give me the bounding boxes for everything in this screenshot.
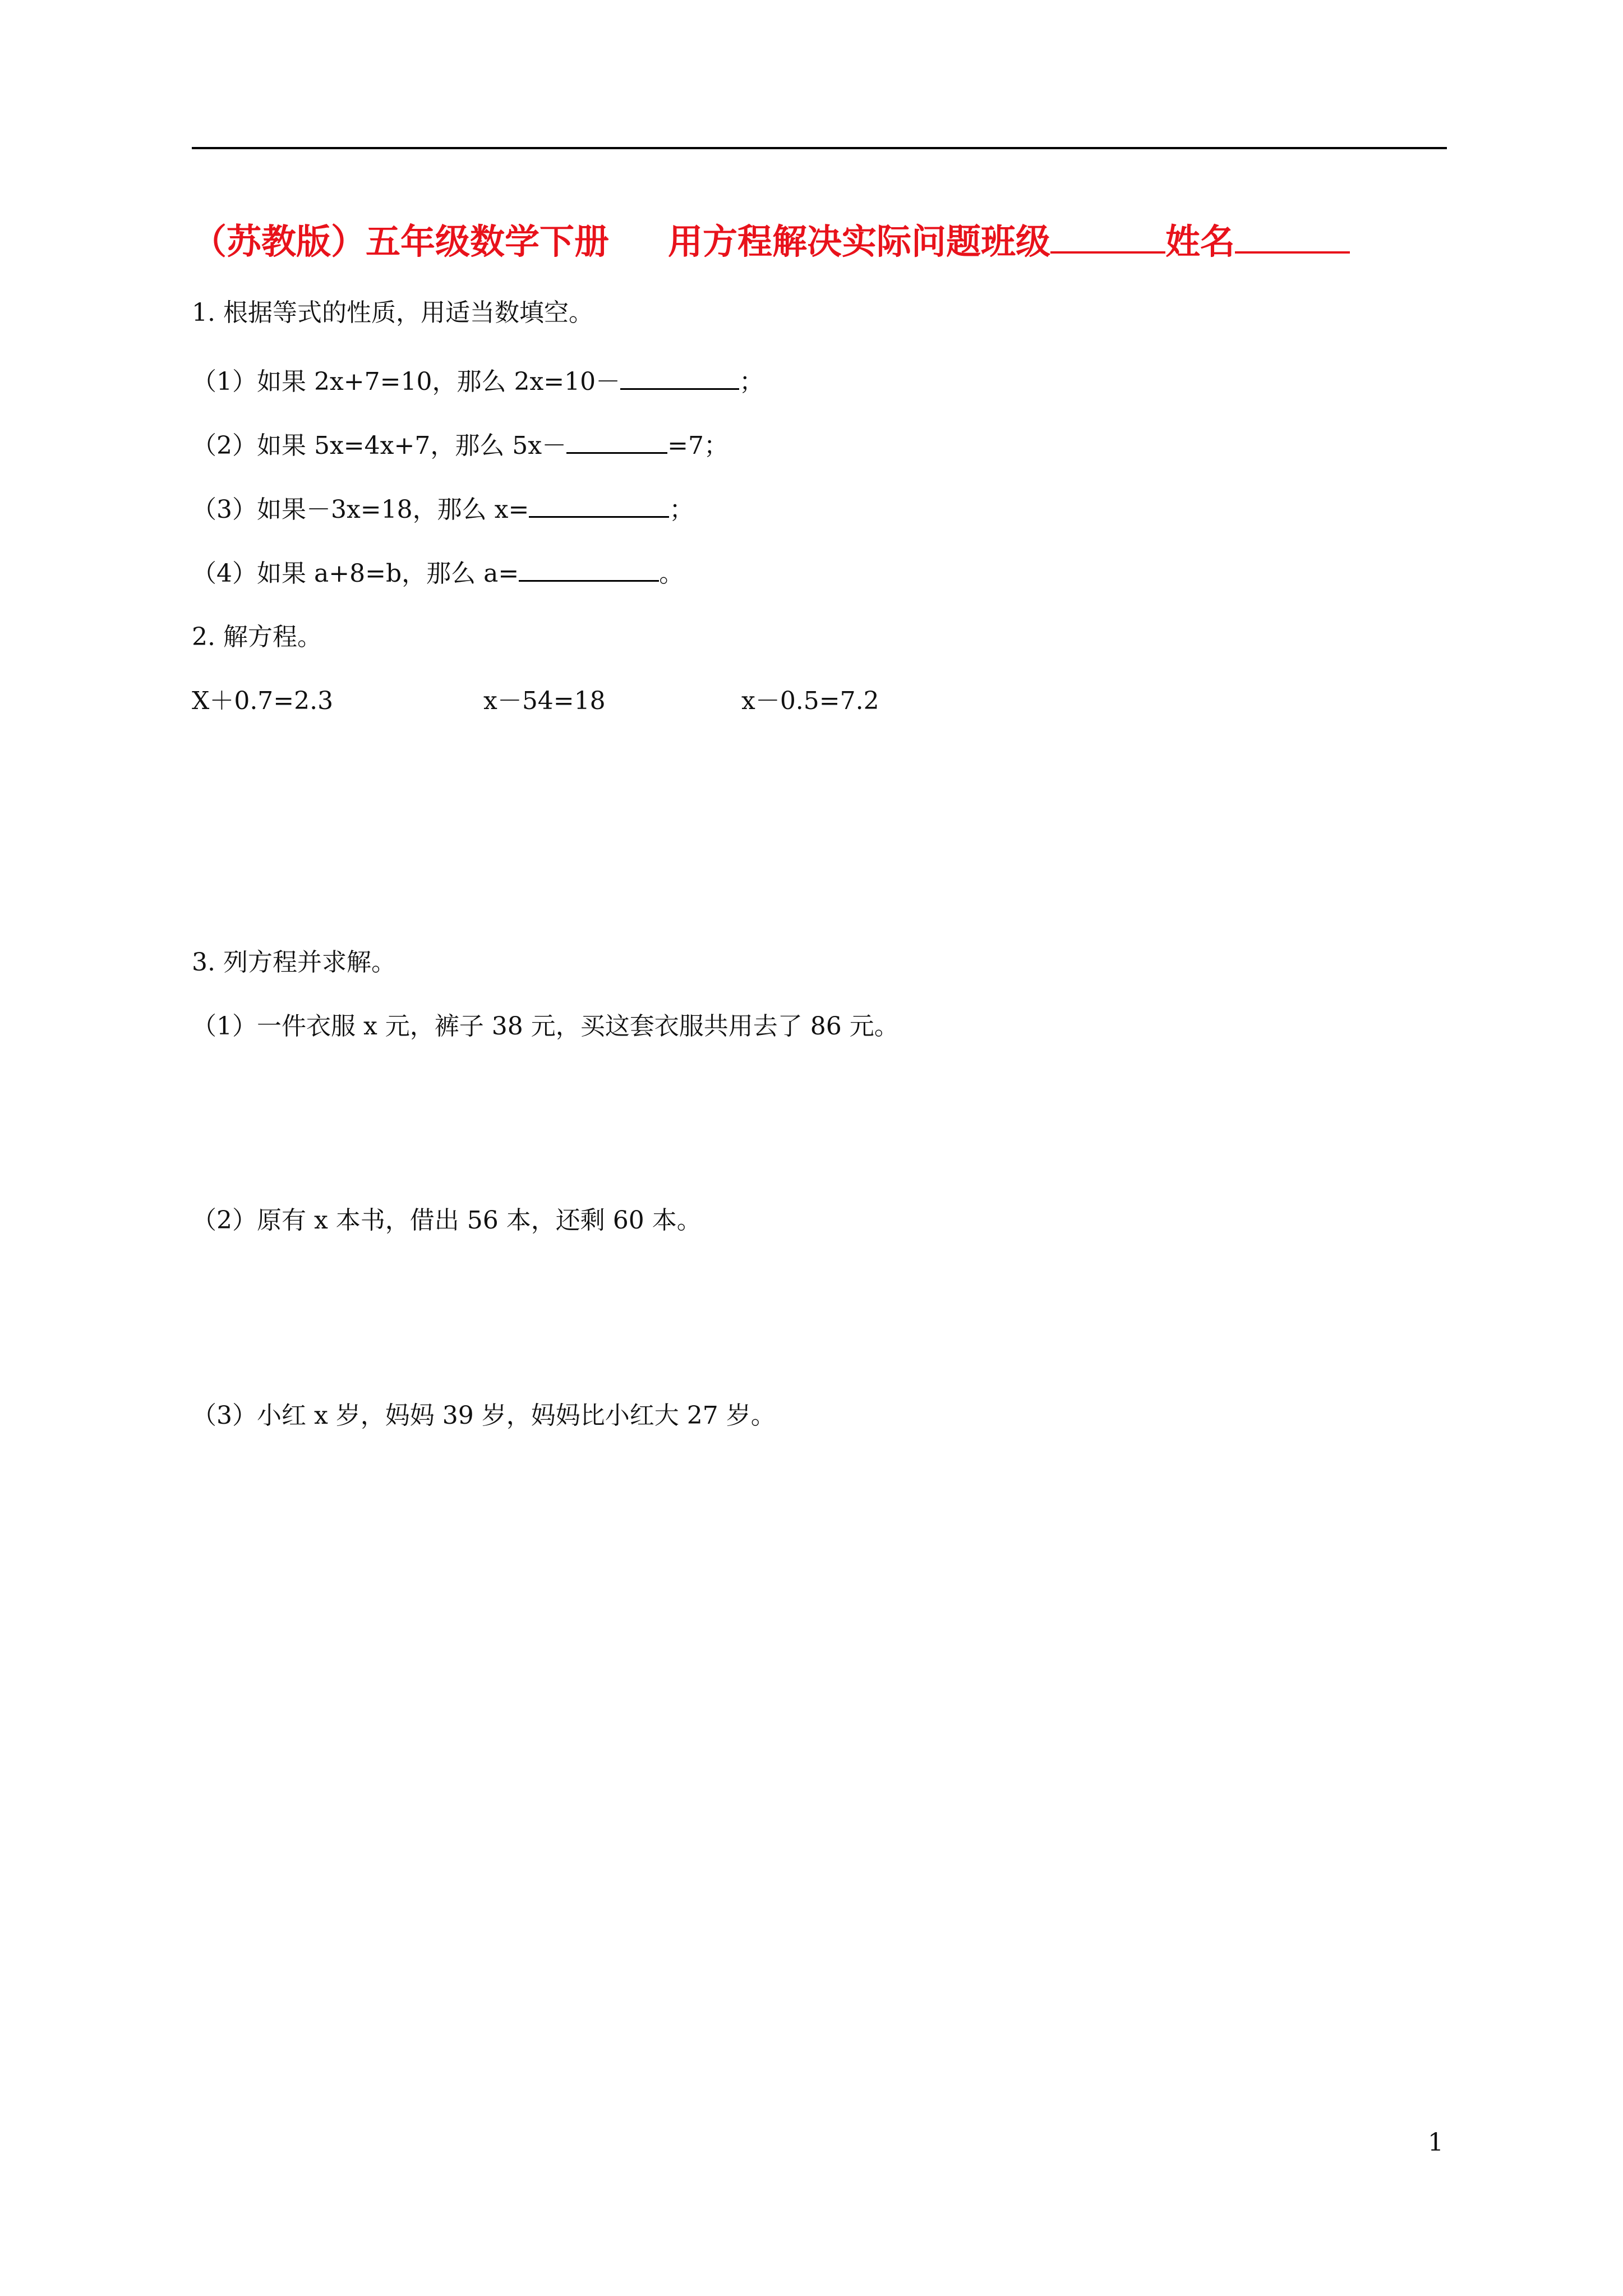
name-blank bbox=[1235, 214, 1350, 254]
q1-item-4-text: （4）如果 a+8=b，那么 a= bbox=[192, 559, 519, 588]
equation-3: x－0.5=7.2 bbox=[741, 687, 879, 715]
q1-item-1-end: ； bbox=[739, 367, 764, 396]
equation-2: x－54=18 bbox=[483, 687, 606, 715]
q1-item-1-text: （1）如果 2x+7=10，那么 2x=10－ bbox=[192, 367, 621, 396]
q1-item-1 bbox=[192, 364, 764, 399]
q3-item-2: （2）原有 x 本书，借出 56 本，还剩 60 本。 bbox=[192, 1206, 702, 1235]
q1-item-3-blank bbox=[529, 491, 669, 518]
q3-item-1: （1）一件衣服 x 元，裤子 38 元，买这套衣服共用去了 86 元。 bbox=[192, 1012, 899, 1041]
q3-heading: 3. 列方程并求解。 bbox=[192, 948, 396, 977]
title-part-3: 姓名 bbox=[1165, 221, 1235, 262]
title-part-1: （苏教版）五年级数学下册 bbox=[192, 221, 610, 262]
q1-item-4 bbox=[192, 555, 684, 591]
q1-item-4-blank bbox=[519, 555, 659, 582]
title-part-2: 用方程解决实际问题班级 bbox=[668, 221, 1051, 262]
page-number: 1 bbox=[1428, 2128, 1444, 2157]
q1-item-4-end: 。 bbox=[659, 559, 684, 588]
equation-1: X＋0.7=2.3 bbox=[192, 687, 334, 715]
q1-item-3 bbox=[192, 491, 694, 527]
header-rule bbox=[192, 147, 1447, 149]
q1-item-3-text: （3）如果－3x=18，那么 x= bbox=[192, 495, 529, 524]
q1-item-3-end: ； bbox=[669, 495, 694, 524]
q1-item-2-blank bbox=[566, 427, 667, 454]
q1-item-2-text: （2）如果 5x=4x+7，那么 5x－ bbox=[192, 431, 567, 460]
q1-item-2-end: =7； bbox=[667, 431, 728, 460]
q1-item-1-blank bbox=[620, 364, 739, 390]
q2-heading: 2. 解方程。 bbox=[192, 623, 322, 651]
q1-heading: 1. 根据等式的性质，用适当数填空。 bbox=[192, 298, 593, 327]
q1-item-2 bbox=[192, 427, 728, 463]
worksheet-title bbox=[192, 214, 1459, 267]
q3-item-3: （3）小红 x 岁，妈妈 39 岁，妈妈比小红大 27 岁。 bbox=[192, 1401, 776, 1430]
class-blank bbox=[1050, 214, 1165, 254]
